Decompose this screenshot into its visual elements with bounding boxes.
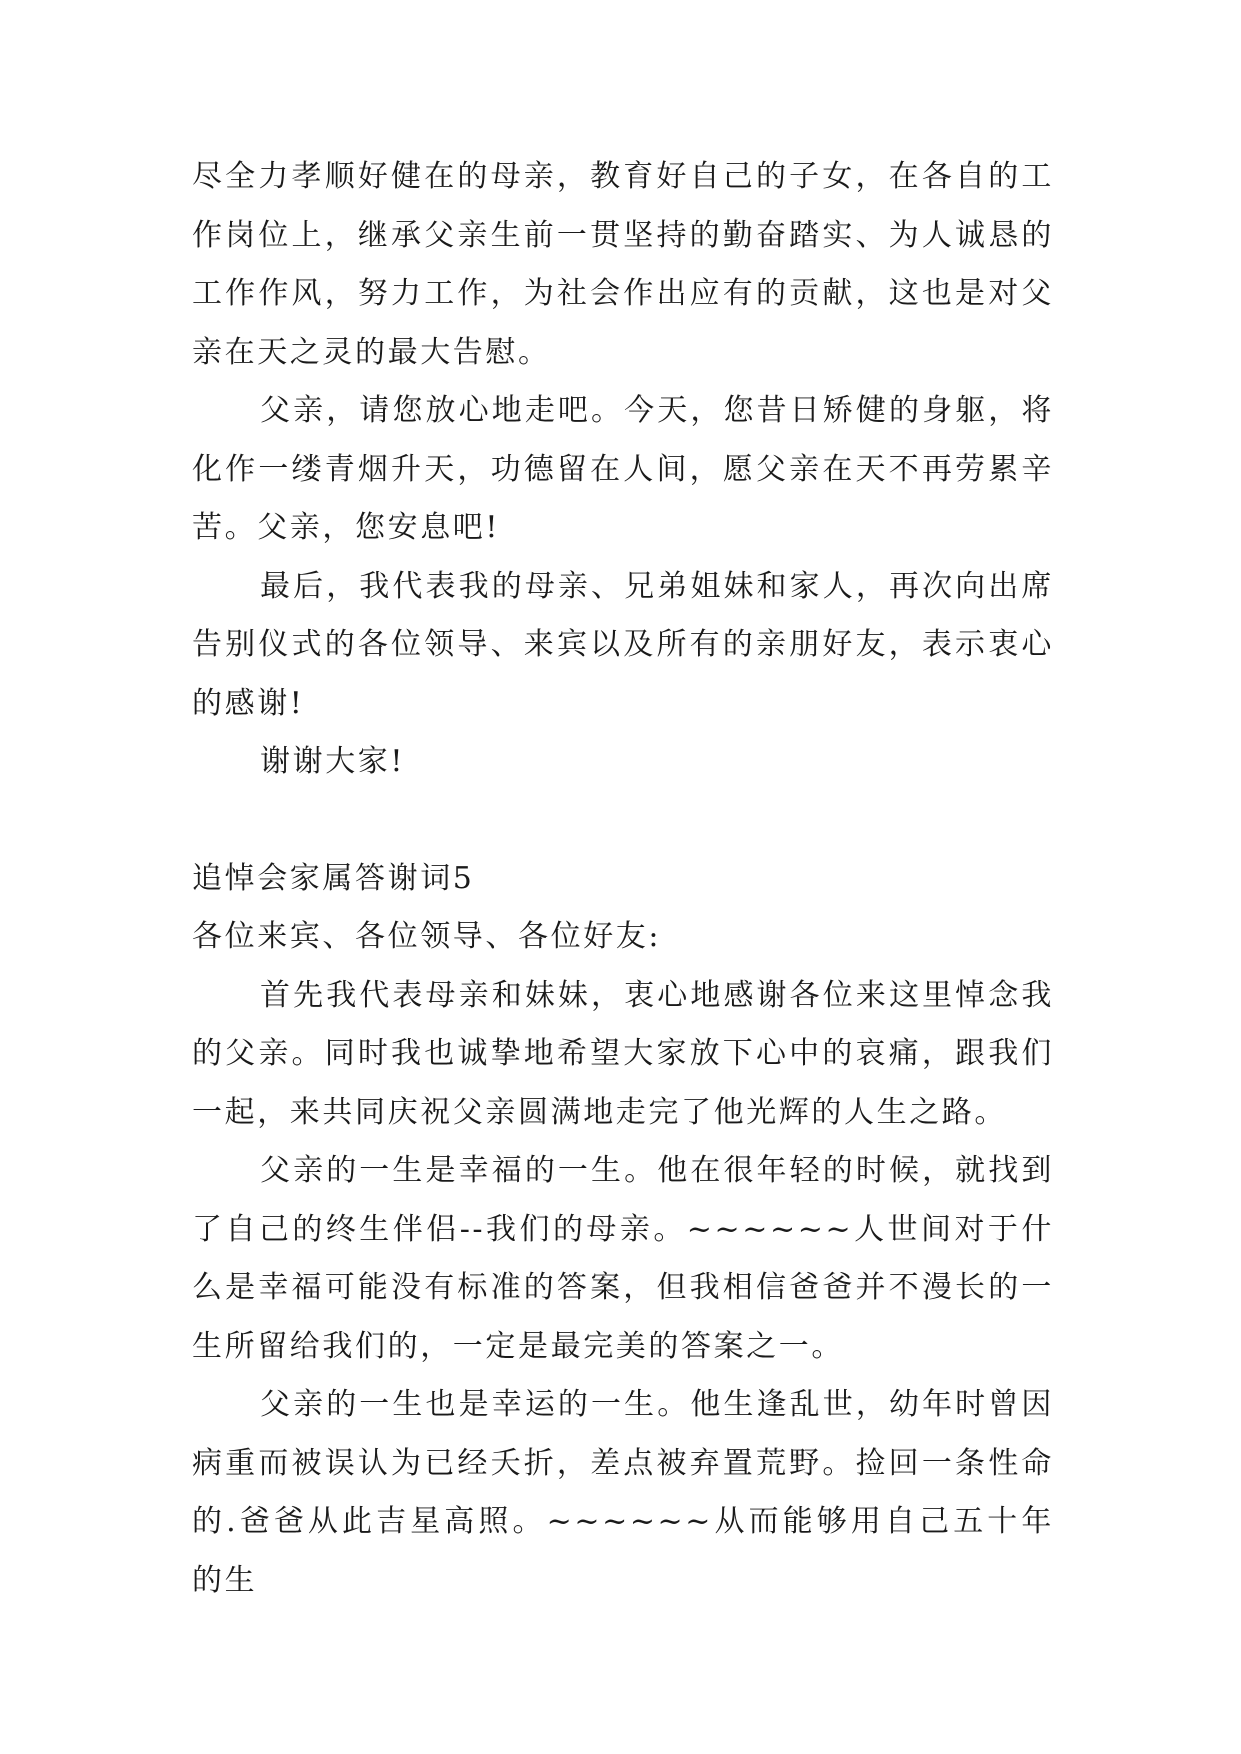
paragraph-farewell: 父亲，请您放心地走吧。今天，您昔日矫健的身躯，将化作一缕青烟升天，功德留在人间，愿父亲在天不再劳累辛苦。父亲，您安息吧! <box>192 393 1054 545</box>
paragraph-thank-you: 谢谢大家! <box>260 744 406 779</box>
document-page <box>192 148 1054 1610</box>
section-spacer <box>192 792 1054 850</box>
salutation: 各位来宾、各位领导、各位好友: <box>192 919 662 954</box>
paragraph-closing-thanks: 最后，我代表我的母亲、兄弟姐妹和家人，再次向出席告别仪式的各位领导、来宾以及所有的亲朋好友，表示衷心的感谢! <box>192 568 1054 721</box>
paragraph-happy-life: 父亲的一生是幸福的一生。他在很年轻的时候，就找到了自己的终生伴侣--我们的母亲。~~~~~~人世间对于什么是幸福可能没有标准的答案，但我相信爸爸并不漫长的一生所留给我们的，一定是最完美的答案之一。 <box>192 1153 1054 1364</box>
section-title: 追悼会家属答谢词5 <box>192 860 475 896</box>
paragraph-lucky-life: 父亲的一生也是幸运的一生。他生逢乱世，幼年时曾因病重而被误认为已经夭折，差点被弃置荒野。捡回一条性命的.爸爸从此吉星高照。~~~~~~从而能够用自己五十年的生 <box>192 1387 1054 1598</box>
paragraph-continuation: 尽全力孝顺好健在的母亲，教育好自己的子女，在各自的工作岗位上，继承父亲生前一贯坚持的勤奋踏实、为人诚恳的工作作风，努力工作，为社会作出应有的贡献，这也是对父亲在天之灵的最大告慰。 <box>192 159 1054 370</box>
paragraph-opening: 首先我代表母亲和妹妹，衷心地感谢各位来这里悼念我的父亲。同时我也诚挚地希望大家放下心中的哀痛，跟我们一起，来共同庆祝父亲圆满地走完了他光辉的人生之路。 <box>192 977 1054 1130</box>
